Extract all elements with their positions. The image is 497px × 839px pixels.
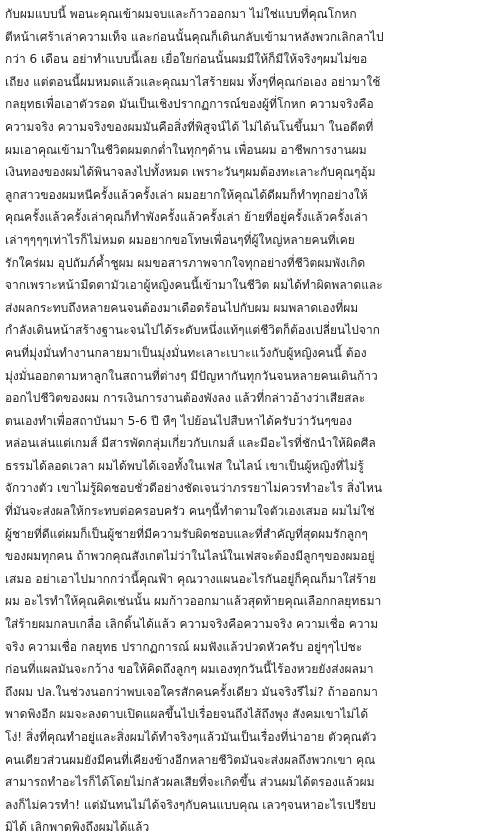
post-text-line: ลงก็ไม่ควรทำ! แต่มันทนไม่ได้จริงๆกับคนแบบคุณ เลวๆจนหาอะไรเปรียบ — [5, 797, 376, 812]
post-text-line: คนเดียวส่วนผมยังมีคนที่เคียงข้างอีกหลายชีวิตมันจะส่งผลถึงพวกเขา คุณ — [5, 752, 376, 767]
post-text-line: ตนเองทำเพื่อสถาบันมา 5-6 ปี หืๆ ไปย้อนไปสืบหาได้ครับว่าวันๆของ — [5, 413, 353, 428]
post-text-line: ความจริง ความจริงของผมมันคือสิ่งที่พิสูจน์ได้ ไม่ได้นโนขึ้นมา ในอดีตที่ — [5, 119, 374, 134]
post-text-line: หล่อนเล่นแต่เกมส์ มีสารพัดกลุ่มเกี่ยวกับเกมส์ และมีอะไรที่ชักนำให้ผิดศีล — [5, 436, 376, 451]
post-text-line: มิได้ เลิกพาดพิงถึงผมได้แล้ว — [5, 820, 150, 835]
post-text-line: เถียง แต่ตอนนี้ผมหมดแล้วและคุณมาไสร้ายผม ทั้งๆที่คุณก่อเอง อย่ามาใช้ — [5, 74, 381, 89]
post-text-line: ก่อนที่แผลมันจะกว้าง ขอให้คิดถึงลูกๆ ผมเองทุกวันนี้ไร้องหวยยังส่งผลมา — [5, 662, 374, 677]
post-text-line: ถึงผม ปล.ในช่วงนอกว่าพบเจอใครสักคนครั้งเดียว มันจริงรึไม่? ถ้าออกมา — [5, 684, 378, 699]
post-text-line: รักใคร่ผม อุปถัมภ์ค้ำชูผม ผมขอสารภาพจากใจทุกอย่างที่ชีวิตผมพังเกิด — [5, 255, 366, 270]
post-text-line: กับผมแบบนี้ พอนะคุณเข้าผมจบและก้าวออกมา ไม่ใช่แบบที่คุณโกหก — [5, 7, 357, 21]
post-text-line: กลยุทธเพื่อเอาตัวรอด มันเป็นเชิงปรากฏการณ์ของผู้ที่โกหก ความจริงคือ — [5, 97, 374, 112]
post-text-line: กว่า 6 เดือน อย่าทำแบบนี้เลย เยื่อใยก่อนนั้นผมมีให้ก็มีให้จริงๆผมไม่ขอ — [5, 52, 368, 67]
post-text-line: ลูกสาวของผมหนีครั้งแล้วครั้งเล่า ผมอยากให้คุณได้ดีผมก็ทำทุกอย่างให้ — [5, 187, 368, 202]
post-text-line: คนที่มุ่งมั่นทำงานกลายมาเป็นมุ่งมั่นทะเลาะเบาะแว้งกับผู้หญิงคนนี้ ต้อง — [5, 345, 367, 360]
post-text-line: เล่าๆๆๆๆเท่าไรก็ไม่หมด ผมอยากขอโทษเพื่อนๆที่ผู้ใหญ่หลายคนที่เคย — [5, 232, 355, 247]
post-text-line: ส่งผลกระทบถึงหลายคนจนต้องมาเดือดร้อนไปกับผม ผมพลาดเองที่ผม — [5, 300, 359, 315]
post-text-line: ผม อะไรทำให้คุณคิดเช่นนั้น ผมก้าวออกมาแล้วสุดท้ายคุณเลือกกลยุทธมา — [5, 594, 382, 609]
post-text-line: ผู้ชายที่ดีแต่ผมก็เป็นผู้ชายที่มีความรับผิดชอบและที่สำคัญที่สุดผมรักลูกๆ — [5, 526, 368, 541]
post-text-line: คุณครั้งแล้วครั้งเล่าคุณก็ทำพังครั้งแล้วครั้งเล่า ย้ายที่อยู่ครั้งแล้วครั้งเล่า — [5, 210, 368, 225]
post-text-line: จากเพราะหน้ามืดตามัวเอาผู้หญิงคนนี้เข้ามาในชีวิต ผมได้ทำผิดพลาดและ — [5, 278, 383, 293]
post-text-line: ใส่ร้ายผมกลบเกลื่อ เลิกดิ้นได้แล้ว ความจริงคือความจริง ความเชื่อ ความ — [5, 617, 379, 632]
post-text-line: เสมอ อย่าเอาไปมากกว่านี้คุณฟ้า คุณวางแผนอะไรกันอยู่ก็คุณก็มาใส่ร้าย — [5, 571, 377, 586]
post-text-line: โง่! สิ่งที่คุณทำอยู่และสิ่งผมได้ทำจริงๆแล้วมันเป็นเรื่องที่น่าอาย ตัวคุณตัว — [5, 730, 377, 744]
post-text-line: มุ่งมั่นออกตามหาลูกในสถานที่ต่างๆ มีปัญหากันทุกวันจนหลายคนเดินก้าว — [5, 368, 378, 383]
post-text-line: พาดพิงอีก ผมจะลงดาบเปิดแผลขึ้นไปเรื่อยจนถึงไส้ถึงพุง สังคมเขาไม่ได้ — [5, 707, 369, 722]
post-text-line: ออกไปชีวิตของผม การเงินการงานต้องพังลง แล้วที่กล่าวอ้างว่าเสียสละ — [5, 391, 366, 406]
post-text-line: จริง ความเชื่อ กลยุทธ ปรากฏการณ์ ผมฟังแล้วปวดหัวครับ อยู่ๆๆไปชะ — [5, 639, 363, 654]
post-text-line: ผมเอาคุณเข้ามาในชีวิตผมตกต่ำในทุกๆด้าน เพื่อนผม อาชีพการงานผม — [5, 142, 367, 157]
post-text-line: สามารถทำอะไรก็ได้โดยไม่กลัวผลเสียที่จะเกิดขึ้น ส่วนผมได้ตรองแล้วผม — [5, 775, 375, 790]
post-text-line: จักวางตัว เขาไม่รู้ผิดชอบชั่วดีอย่างชัดเจนว่าภรรยาไม่ควรทำอะไร สิ่งไหน — [5, 481, 383, 496]
post-text-line: ตีหน้าเศร้าเล่าความเท็จ และก่อนนั้นคุณก็เดินกลับเข้ามาหลังพวกเลิกลาไป — [5, 29, 384, 44]
post-text-line: เงินทองของผมได้พินาจลงไปทั้งหมด เพราะวันๆผมต้องทะเลาะกับคุณๆอุ้ม — [5, 165, 376, 180]
post-text-line: กำลังเดินหน้าสร้างฐานะจนไปได้ระดับหนึ่งแท้ๆแต่ชีวิตก็ต้องเปลี่ยนไปจาก — [5, 323, 380, 338]
post-body — [5, 3, 493, 839]
post-text-line: ธรรมได้ลอดเวลา ผมได้พบได้เจอทั้งในเฟส ในไลน์ เขาเป็นผู้หญิงที่ไม่รู้ — [5, 458, 364, 473]
post-text-line: ที่มันจะส่งผลให้กระทบต่อครอบครัว คนๆนี้ทำตามใจตัวเองเสมอ ผมไม่ใช่ — [5, 504, 375, 519]
post-text-line: ของผมทุกคน ถ้าพวกคุณสังเกตไม่ว่าในไลน์ในเฟสจะต้องมีลูกๆของผมอยู่ — [5, 549, 375, 564]
